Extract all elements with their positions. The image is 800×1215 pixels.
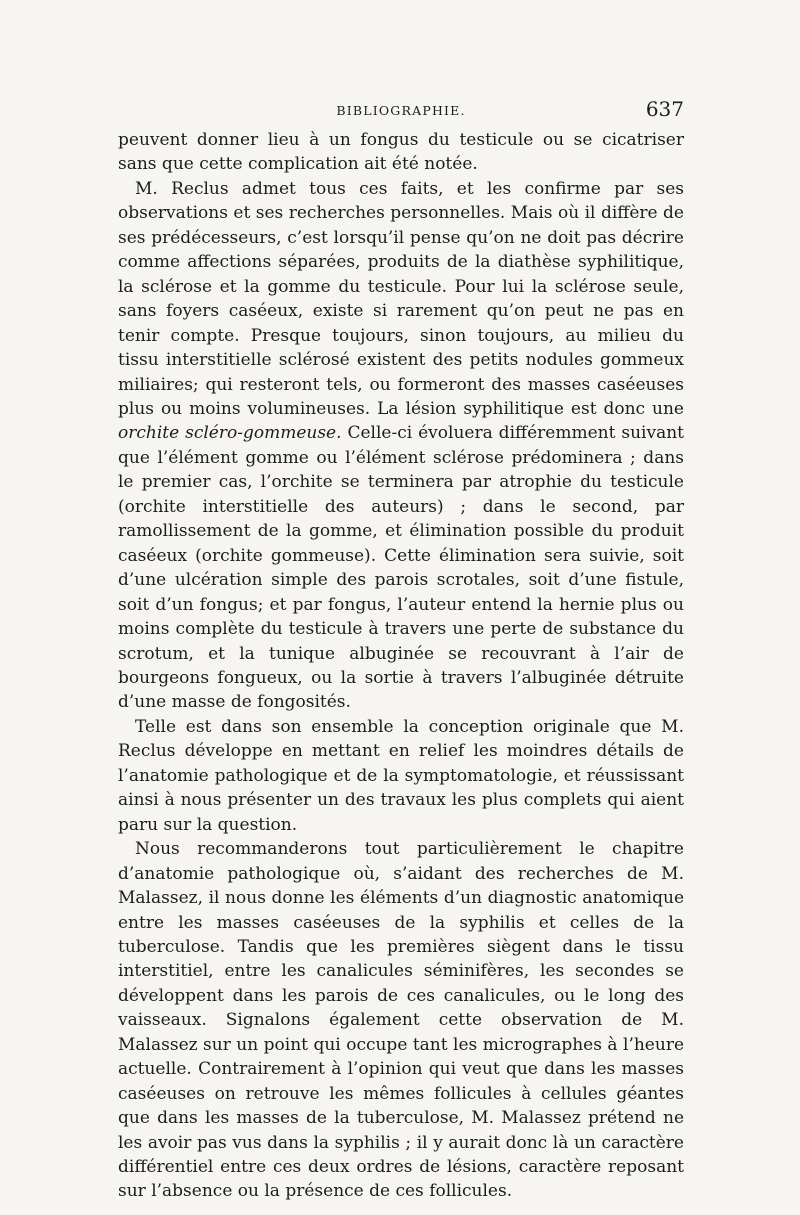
paragraph-3: Telle est dans son ensemble la conception originale que M. Reclus développe en mettant en relief les moindres détails de l’anatomie pathologique et de la symptomatologie, et réussissant ainsi à nous présenter un des travaux les plus complets qui aient paru sur la question. (118, 716, 684, 835)
paragraph-2-text-b: Celle-ci évoluera différemment suivant que l’élément gomme ou l’élément sclérose prédominera ; dans le premier cas, l’orchite se terminera par atrophie du testicule (orchite interstitielle des auteurs) ; dans le second, par ramollissement de la gomme, et élimination possible du produit caséeux (orchite gommeuse). Cette élimination sera suivie, soit d’une ulcération simple des parois scrotales, soit d’une fistule, soit d’un fongus; et par fongus, l’auteur entend la hernie plus ou moins complète du testicule à travers une perte de substance du scrotum, et la tunique albuginée se recouvrant à l’air de bourgeons fongueux, ou la sortie à travers l’albuginée détruite d’une masse de fongosités. (118, 423, 684, 713)
body-text (118, 128, 684, 1204)
running-title: BIBLIOGRAPHIE. (336, 103, 466, 118)
paragraph-1: peuvent donner lieu à un fongus du testicule ou se cicatriser sans que cette complication ait été notée. (118, 130, 684, 175)
running-head (118, 99, 684, 123)
paragraph-2 (118, 177, 684, 715)
page-number: 637 (645, 97, 684, 121)
paragraph-2-italic-term: orchite scléro-gommeuse. (118, 423, 342, 444)
paragraph-4: Nous recommanderons tout particulièrement le chapitre d’anatomie pathologique où, s’aidant des recherches de M. Malassez, il nous donne les éléments d’un diagnostic anatomique entre les masses caséeuses de la syphilis et celles de la tuberculose. Tandis que les premières siègent dans le tissu interstitiel, entre les canalicules séminifères, les secondes se développent dans les parois de ces canalicules, ou le long des vaisseaux. Signalons également cette observation de M. Malassez sur un point qui occupe tant les micrographes à l’heure actuelle. Contrairement à l’opinion qui veut que dans les masses caséeuses on retrouve les mêmes follicules à cellules géantes que dans les masses de la tuberculose, M. Malassez prétend ne les avoir pas vus dans la syphilis ; il y aurait donc là un caractère différentiel entre ces deux ordres de lésions, caractère reposant sur l’absence ou la présence de ces follicules. (118, 839, 684, 1202)
paragraph-2-text-a: M. Reclus admet tous ces faits, et les confirme par ses observations et ses recherches personnelles. Mais où il diffère de ses prédécesseurs, c’est lorsqu’il pense qu’on ne doit pas décrire comme affections séparées, produits de la diathèse syphilitique, la sclérose et la gomme du testicule. Pour lui la sclérose seule, sans foyers caséeux, existe si rarement qu’on peut ne pas en tenir compte. Presque toujours, sinon toujours, au milieu du tissu interstitielle sclérosé existent des petits nodules gommeux miliaires; qui resteront tels, ou formeront des masses caséeuses plus ou moins volumineuses. La lésion syphilitique est donc une (118, 178, 684, 419)
